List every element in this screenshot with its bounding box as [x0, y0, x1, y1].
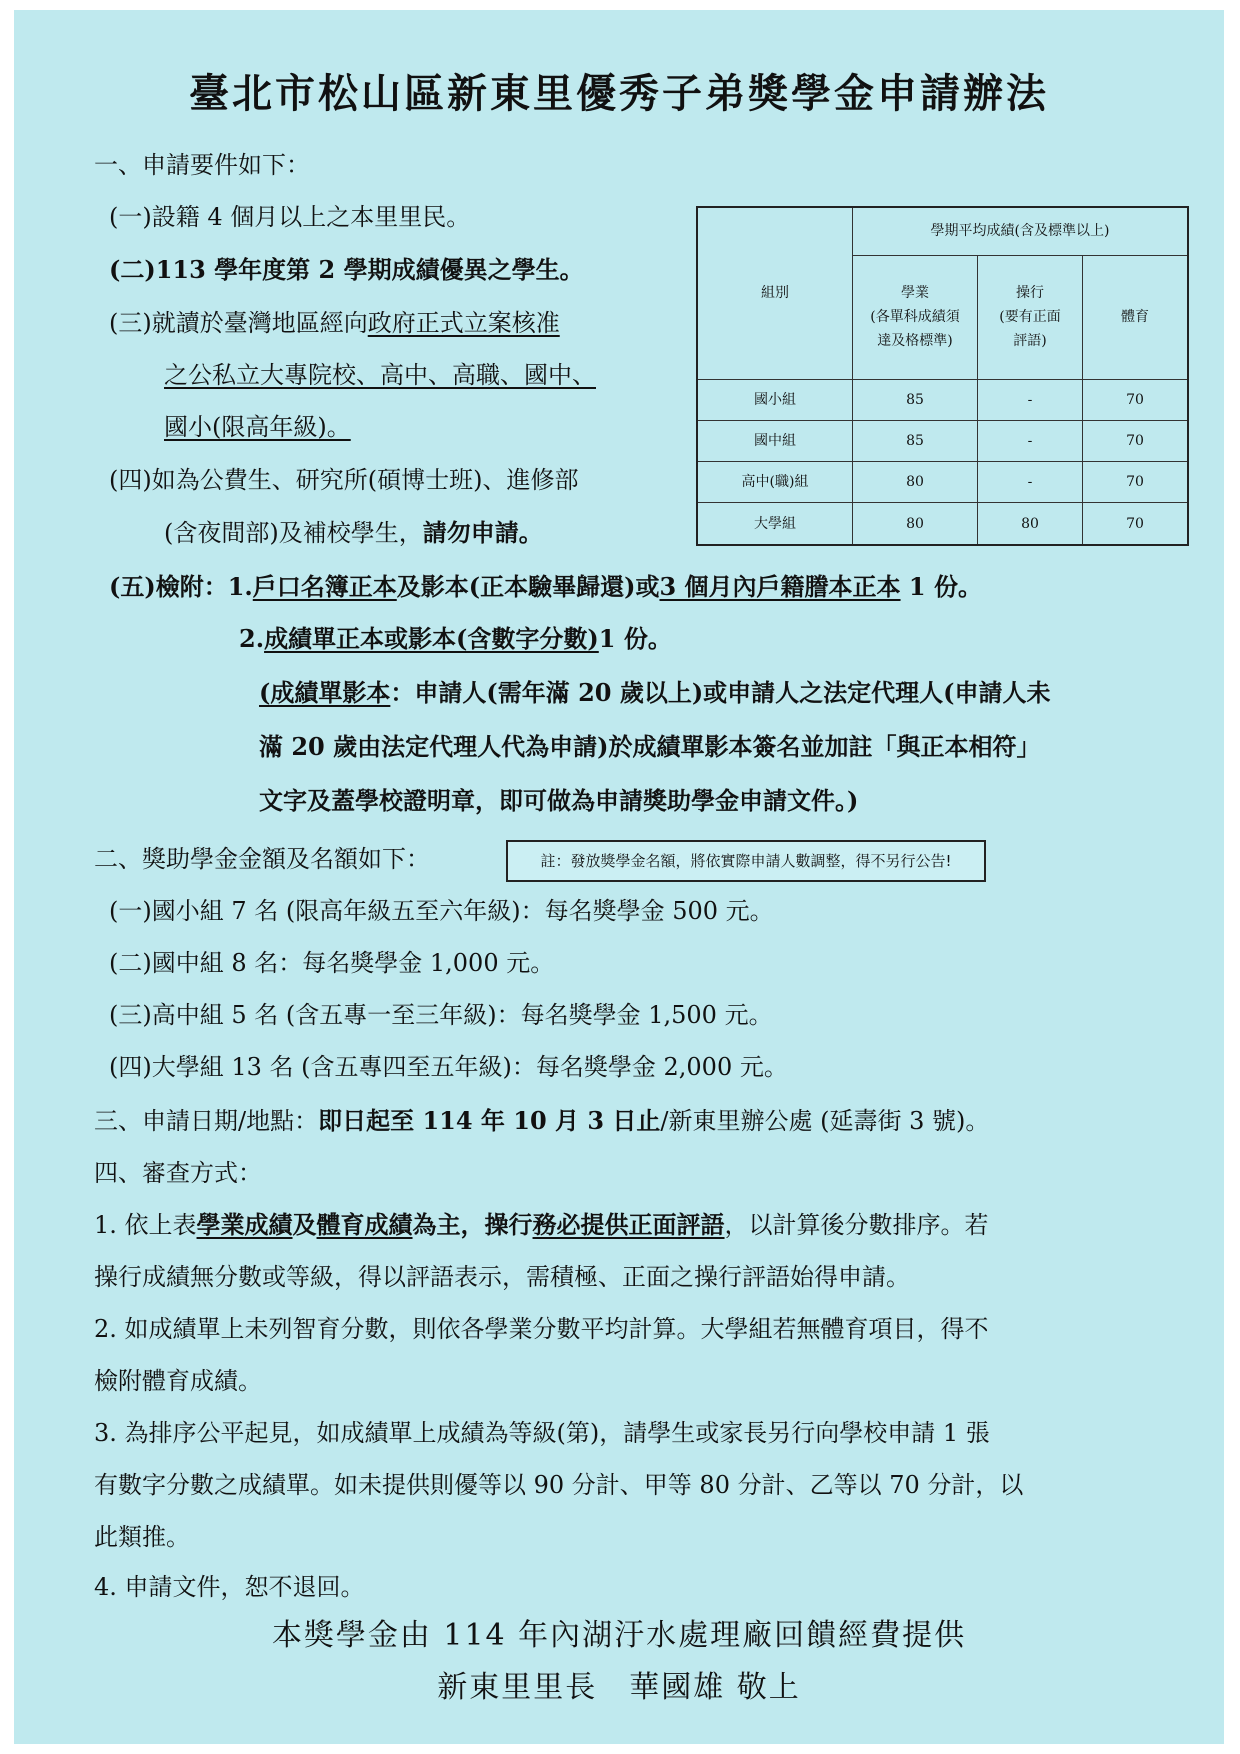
row-academic: 80	[853, 503, 978, 545]
review-rule-1-line1	[94, 1210, 989, 1240]
award-senior-high: (三)高中組 5 名 (含五專一至三年級)：每名獎學金 1,500 元。	[109, 1001, 773, 1029]
attach-prefix: (五)檢附：1.	[109, 572, 253, 601]
table-header-group: 組別	[697, 207, 853, 379]
row-conduct: -	[978, 420, 1083, 461]
table-header-academic	[853, 255, 978, 379]
copy-note-line1	[259, 678, 1051, 708]
row-conduct: -	[978, 462, 1083, 503]
requirement-4-text: (含夜間部)及補校學生，	[164, 519, 423, 547]
review-rule-3-line1: 3. 為排序公平起見，如成績單上成績為等級(第)，請學生或家長另行向學校申請 1 張	[94, 1419, 990, 1447]
row-pe: 70	[1083, 379, 1189, 420]
requirement-3-text: (三)就讀於臺灣地區經向	[109, 309, 368, 337]
award-junior-high: (二)國中組 8 名：每名獎學金 1,000 元。	[109, 949, 555, 977]
conduct-label: 操行	[1016, 285, 1044, 301]
row-academic: 80	[853, 462, 978, 503]
rule1-positive-comment: 務必提供正面評語	[532, 1210, 725, 1239]
requirement-5-line2	[239, 624, 672, 654]
section3-heading: 三、申請日期/地點：	[94, 1107, 319, 1135]
requirement-3-primary: 國小(限高年級)。	[164, 413, 351, 441]
requirement-4-warning: 請勿申請。	[422, 518, 543, 547]
row-pe: 70	[1083, 462, 1189, 503]
attach2-end: 1 份。	[598, 624, 672, 653]
rule1-conduct: 操行	[484, 1210, 533, 1239]
row-group: 國中組	[697, 420, 853, 461]
attach-mid: 及影本(正本驗畢歸還)或	[396, 572, 660, 601]
copy-note-line2: 滿 20 歲由法定代理人代為申請)於成績單影本簽名並加註「與正本相符」	[259, 732, 1041, 761]
requirement-3-underlined: 政府正式立案核准	[367, 309, 560, 337]
requirement-2: (二)113 學年度第 2 學期成績優異之學生。	[109, 255, 584, 284]
review-rule-2-line1: 2. 如成績單上未列智育分數，則依各學業分數平均計算。大學組若無體育項目，得不	[94, 1315, 989, 1343]
document-title: 臺北市松山區新東里優秀子弟獎學金申請辦法	[189, 70, 1049, 117]
requirement-4-line2	[164, 518, 543, 548]
row-pe: 70	[1083, 420, 1189, 461]
section2-heading: 二、獎助學金金額及名額如下：	[94, 845, 430, 873]
conduct-note-2: 評語)	[1013, 333, 1047, 349]
score-requirements-table	[696, 206, 1189, 546]
notice-page	[14, 10, 1224, 1744]
copy-note-label: (成績單影本	[259, 678, 391, 707]
application-period: 即日起至 114 年 10 月 3 日止	[318, 1106, 661, 1135]
table-header-conduct	[978, 255, 1083, 379]
copy-note-text: ：申請人(需年滿 20 歲以上)或申請人之法定代理人(申請人未	[390, 678, 1051, 707]
requirement-4-line1: (四)如為公費生、研究所(碩博士班)、進修部	[109, 466, 579, 494]
review-rule-3-line2: 有數字分數之成績單。如未提供則優等以 90 分計、甲等 80 分計、乙等以 70 分計，以	[94, 1471, 1024, 1499]
rule1-pe: 體育成績	[316, 1210, 413, 1239]
review-rule-4: 4. 申請文件，恕不退回。	[94, 1573, 365, 1601]
academic-label: 學業	[901, 285, 929, 301]
signature-line: 新東里里長 華國雄 敬上	[437, 1670, 801, 1705]
section1-heading: 一、申請要件如下：	[94, 151, 310, 179]
requirement-3-line1	[109, 308, 560, 338]
award-elementary: (一)國小組 7 名 (限高年級五至六年級)：每名獎學金 500 元。	[109, 897, 774, 925]
rule1-and: 及	[292, 1210, 317, 1239]
row-academic: 85	[853, 379, 978, 420]
requirement-5-line1	[109, 572, 982, 602]
requirement-1: (一)設籍 4 個月以上之本里里民。	[109, 203, 471, 231]
academic-note-2: 達及格標準)	[877, 333, 953, 349]
attach-household-register: 戶口名簿正本	[252, 572, 397, 601]
requirement-3-line3	[164, 412, 351, 442]
section3-line	[94, 1106, 989, 1136]
table-row	[697, 379, 1188, 420]
row-conduct: 80	[978, 503, 1083, 545]
attach-end: 1 份。	[900, 572, 982, 601]
table-row	[697, 420, 1188, 461]
row-pe: 70	[1083, 503, 1189, 545]
rule1-academic: 學業成績	[196, 1210, 293, 1239]
rule1-text-a: 1. 依上表	[94, 1211, 197, 1239]
requirement-3-line2	[164, 360, 596, 390]
review-rule-1-line2: 操行成績無分數或等級，得以評語表示，需積極、正面之操行評語始得申請。	[94, 1263, 910, 1291]
table-header-span: 學期平均成績(含及標準以上)	[853, 207, 1189, 255]
award-university: (四)大學組 13 名 (含五專四至五年級)：每名獎學金 2,000 元。	[109, 1053, 788, 1081]
row-conduct: -	[978, 379, 1083, 420]
application-location: /新東里辦公處 (延壽街 3 號)。	[660, 1107, 990, 1135]
table-row	[697, 462, 1188, 503]
conduct-note-1: (要有正面	[999, 309, 1061, 325]
funding-statement: 本獎學金由 114 年內湖汙水處理廠回饋經費提供	[271, 1618, 967, 1653]
quota-note-box: 註：發放獎學金名額，將依實際申請人數調整，得不另行公告!	[506, 840, 986, 882]
section4-heading: 四、審查方式：	[94, 1159, 262, 1187]
academic-note-1: (各單科成績須	[870, 309, 960, 325]
row-group: 大學組	[697, 503, 853, 545]
table-header-pe: 體育	[1083, 255, 1189, 379]
copy-note-line3: 文字及蓋學校證明章，即可做為申請獎助學金申請文件。)	[259, 786, 859, 815]
attach-transcript-copy: 3 個月內戶籍謄本正本	[659, 572, 901, 601]
table-row	[697, 503, 1188, 545]
rule1-text-h: ，以計算後分數排序。若	[724, 1211, 989, 1239]
rule1-main: 為主，	[412, 1210, 485, 1239]
row-academic: 85	[853, 420, 978, 461]
row-group: 高中(職)組	[697, 462, 853, 503]
review-rule-3-line3: 此類推。	[94, 1523, 190, 1551]
row-group: 國小組	[697, 379, 853, 420]
review-rule-2-line2: 檢附體育成績。	[94, 1367, 262, 1395]
requirement-3-schools: 之公私立大專院校、高中、高職、國中、	[164, 361, 596, 389]
attach2-grades: 成績單正本或影本(含數字分數)	[264, 624, 599, 653]
attach2-prefix: 2.	[239, 624, 265, 653]
